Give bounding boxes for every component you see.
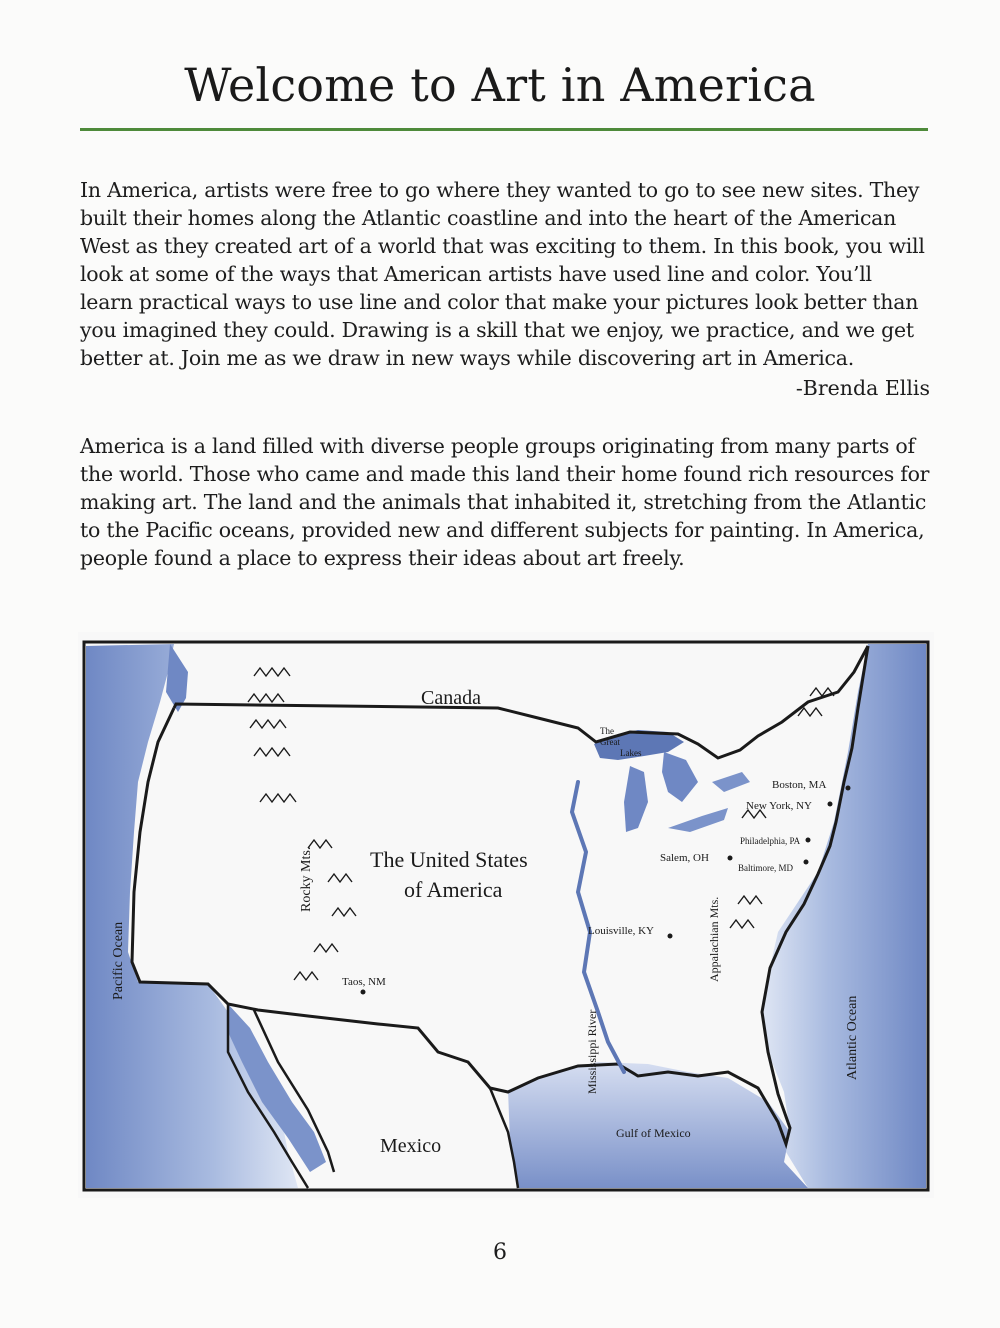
baltimore-label: Baltimore, MD xyxy=(738,863,793,873)
page-title: Welcome to Art in America xyxy=(184,58,816,112)
gulf-of-mexico-label: Gulf of Mexico xyxy=(616,1126,691,1140)
mississippi-river-label: Mississippi River xyxy=(585,1009,599,1094)
page-number: 6 xyxy=(493,1240,507,1265)
great-lakes-label-2: Great xyxy=(600,737,620,747)
mexico-label: Mexico xyxy=(380,1135,442,1157)
us-map-illustration xyxy=(78,632,934,1198)
intro-paragraph: In America, artists were free to go where they wanted to go to see new sites. They built their homes along the Atlantic coastline and into the heart of the American West as they created art of a world that was exciting to them. In this book, you will look at some of the ways that American artists have used line and color. You’ll learn practical ways to use line and color that make your pictures look better than you imagined they could. Drawing is a skill that we enjoy, we practice, and we get better at. Join me as we draw in new ways while discovering art in America. xyxy=(80,178,925,370)
rocky-mountains-label: Rocky Mts. xyxy=(299,846,314,912)
taos-label: Taos, NM xyxy=(342,976,386,988)
salem-label: Salem, OH xyxy=(660,852,709,864)
usa-label-line2: of America xyxy=(404,877,503,902)
title-divider xyxy=(80,128,928,131)
new-york-label: New York, NY xyxy=(746,800,813,812)
second-paragraph: America is a land filled with diverse people groups originating from many parts of the world. Those who came and made this land their home found rich resources for making art. The land and the animals that inhabited it, stretching from the Atlantic to the Pacific oceans, provided new and different subjects for painting. In America, people found a place to express their ideas about art freely. xyxy=(80,434,930,570)
atlantic-ocean-label: Atlantic Ocean xyxy=(845,995,860,1080)
usa-label-line1: The United States xyxy=(370,847,528,872)
louisville-label: Louisville, KY xyxy=(588,925,654,937)
author-signature: -Brenda Ellis xyxy=(795,376,930,400)
canada-label: Canada xyxy=(421,687,481,709)
map-svg xyxy=(78,632,934,1198)
pacific-ocean-label: Pacific Ocean xyxy=(111,921,126,1000)
great-lakes-label-1: The xyxy=(600,726,614,736)
boston-label: Boston, MA xyxy=(772,779,827,791)
philadelphia-label: Philadelphia, PA xyxy=(740,836,801,846)
great-lakes-label-3: Lakes xyxy=(620,748,642,758)
appalachian-mountains-label: Appalachian Mts. xyxy=(707,896,721,982)
